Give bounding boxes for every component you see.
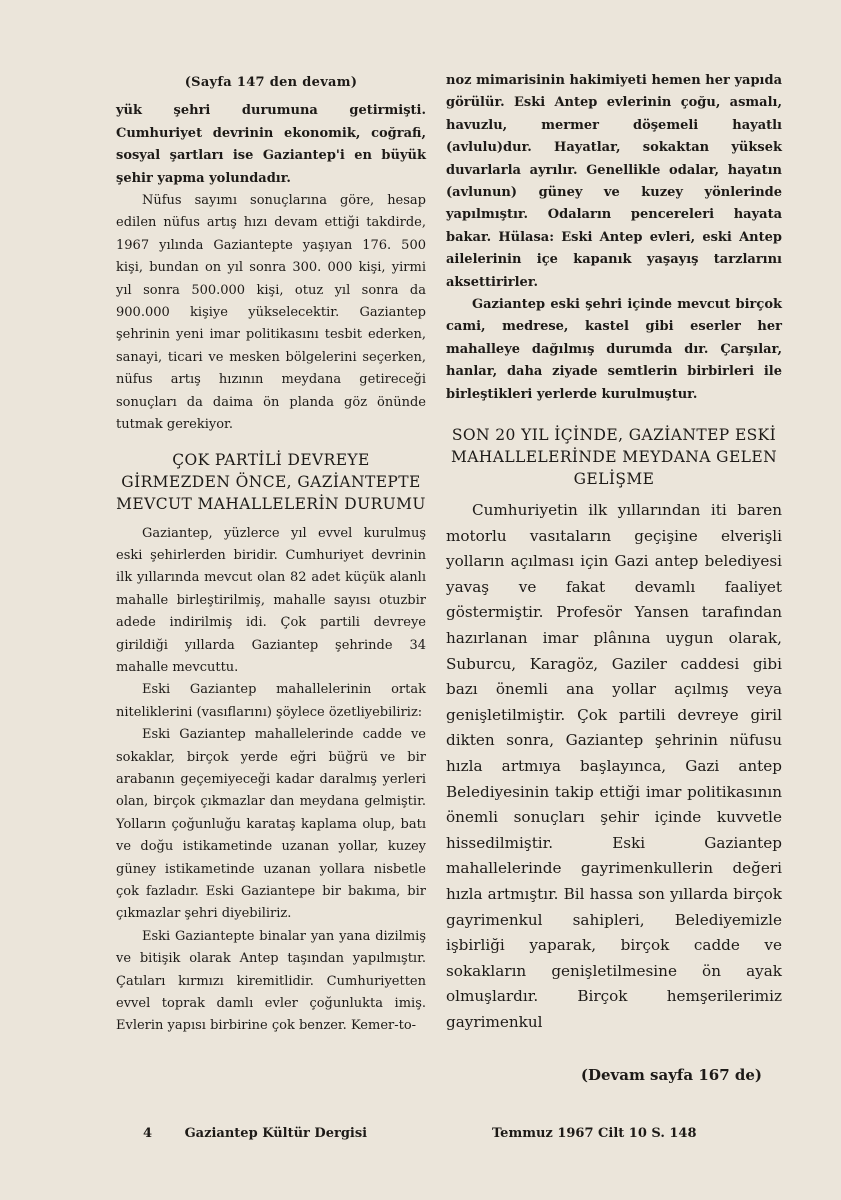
paragraph: Eski Gaziantepte binalar yan yana dizilmiş ve bitişik olarak Antep taşından yapılmıştır. Çatıları kırmızı kiremitlidir. Cumhuriyetten evvel toprak damlı evler çoğunlukta imiş. Evlerin yapısı birbirine çok benzer. Kemer-to- bbox=[116, 928, 426, 1034]
continuation-header: (Sayfa 147 den devam) bbox=[184, 75, 358, 90]
issue-info: Temmuz 1967 Cilt 10 S. 148 bbox=[492, 1126, 697, 1141]
paragraph: Gaziantep eski şehri içinde mevcut birçok cami, medrese, kastel gibi eserler her mahalleye dağılmış durumda dır. Çarşılar, hanlar, daha ziyade semtlerin birbirleri ile birleştikleri yerlerde kurulmuştur. bbox=[446, 297, 782, 402]
section-heading: SON 20 YIL İÇİNDE, GAZİANTEP ESKİ MAHALLELERİNDE MEYDANA GELEN GELİŞME bbox=[450, 426, 778, 489]
paragraph: Gaziantep, yüzlerce yıl evvel kurulmuş eski şehirlerden biridir. Cumhuriyet devrinin ilk yıllarında mevcut olan 82 adet küçük alanlı mahalle birleştirilmiş, mahalle sayısı otuzbir adede indirilmiş idi. Çok partili devreye girildiği yıllarda Gaziantep şehrinde 34 mahalle mevcuttu. bbox=[116, 525, 426, 675]
paragraph: noz mimarisinin hakimiyeti hemen her yapıda görülür. Eski Antep evlerinin çoğu, asmalı, havuzlu, mermer döşemeli hayatlı (avlulu)dur. Hayatlar, sokaktan yüksek duvarlarla ayrılır. Genellikle odalar, hayatın (avlunun) güney ve kuzey yönlerinde yapılmıştır. Odaların pencereleri hayata bakar. Hülasa: Eski Antep evleri, eski Antep ailelerinin içe kapanık yaşayış tarzlarını aksettirirler. bbox=[446, 73, 782, 290]
paragraph: Eski Gaziantep mahallelerinde cadde ve sokaklar, birçok yerde eğri büğrü ve bir arabanın geçemiyeceği kadar daralmış yerleri olan, birçok çıkmazlar dan meydana gelmiştir. Yolların çoğunluğu karataş kaplama olup, batı ve doğu istikametinde uzanan yollar, kuzey güney istikametinde uzanan yollara nisbetle çok fazladır. Eski Gaziantepe bir bakıma, bir çıkmazlar şehri diyebiliriz. bbox=[116, 727, 426, 922]
right-column bbox=[446, 70, 782, 1086]
footer-left bbox=[143, 1126, 367, 1141]
continued-note: (Devam sayfa 167 de) bbox=[580, 1065, 762, 1084]
section-heading: ÇOK PARTİLİ DEVREYE GİRMEZDEN ÖNCE, GAZİANTEPTE MEVCUT MAHALLELERİN DURUMU bbox=[116, 450, 426, 513]
page-number: 4 bbox=[143, 1126, 153, 1141]
paragraph: Nüfus sayımı sonuçlarına göre, hesap edilen nüfus artış hızı devam ettiği takdirde, 1967 yılında Gaziantepte yaşıyan 176. 500 kişi, bundan on yıl sonra 300. 000 kişi, yirmi yıl sonra 500.000 kişi, otuz yıl sonra da 900.000 kişiye yükselecektir. Gaziantep şehrinin yeni imar politikasını tesbit ederken, sanayi, ticari ve mesken bölgelerini seçerken, nüfus artış hızının meydana getireceği sonuçları da daima ön planda göz önünde tutmak gerekiyor. bbox=[116, 193, 426, 433]
paragraph: yük şehri durumuna getirmişti. Cumhuriyet devrinin ekonomik, coğrafi, sosyal şartları ise Gaziantep'i en büyük şehir yapma yolundadır. bbox=[116, 103, 426, 186]
paragraph: Cumhuriyetin ilk yıllarından iti baren motorlu vasıtaların geçişine elverişli yolların açılması için Gazi antep belediyesi yavaş ve fakat devamlı faaliyet göstermiştir. Profesör Yansen tarafından hazırlanan imar plânına uygun olarak, Suburcu, Karagöz, Gaziler caddesi gibi bazı önemli ana yollar açılmış veya genişletilmiştir. Çok partili devreye giril dikten sonra, Gaziantep şehrinin nüfusu hızla artmıya başlayınca, Gazi antep Belediyesinin takip ettiği imar politikasının önemli sonuçları şehir içinde kuvvetle hissedilmiştir. Eski Gaziantep mahallelerinde gayrimenkullerin değeri hızla artmıştır. Bil hassa son yıllarda birçok gayrimenkul sahipleri, Belediyemizle işbirliği yaparak, birçok cadde ve sokakların genişletilmesine ön ayak olmuşlardır. Birçok hemşerilerimiz gayrimenkul bbox=[446, 501, 782, 1031]
paragraph: Eski Gaziantep mahallelerinin ortak niteliklerini (vasıflarını) şöylece özetliyebiliriz: bbox=[116, 682, 426, 720]
journal-name: Gaziantep Kültür Dergisi bbox=[184, 1126, 368, 1141]
left-column bbox=[116, 58, 426, 1038]
